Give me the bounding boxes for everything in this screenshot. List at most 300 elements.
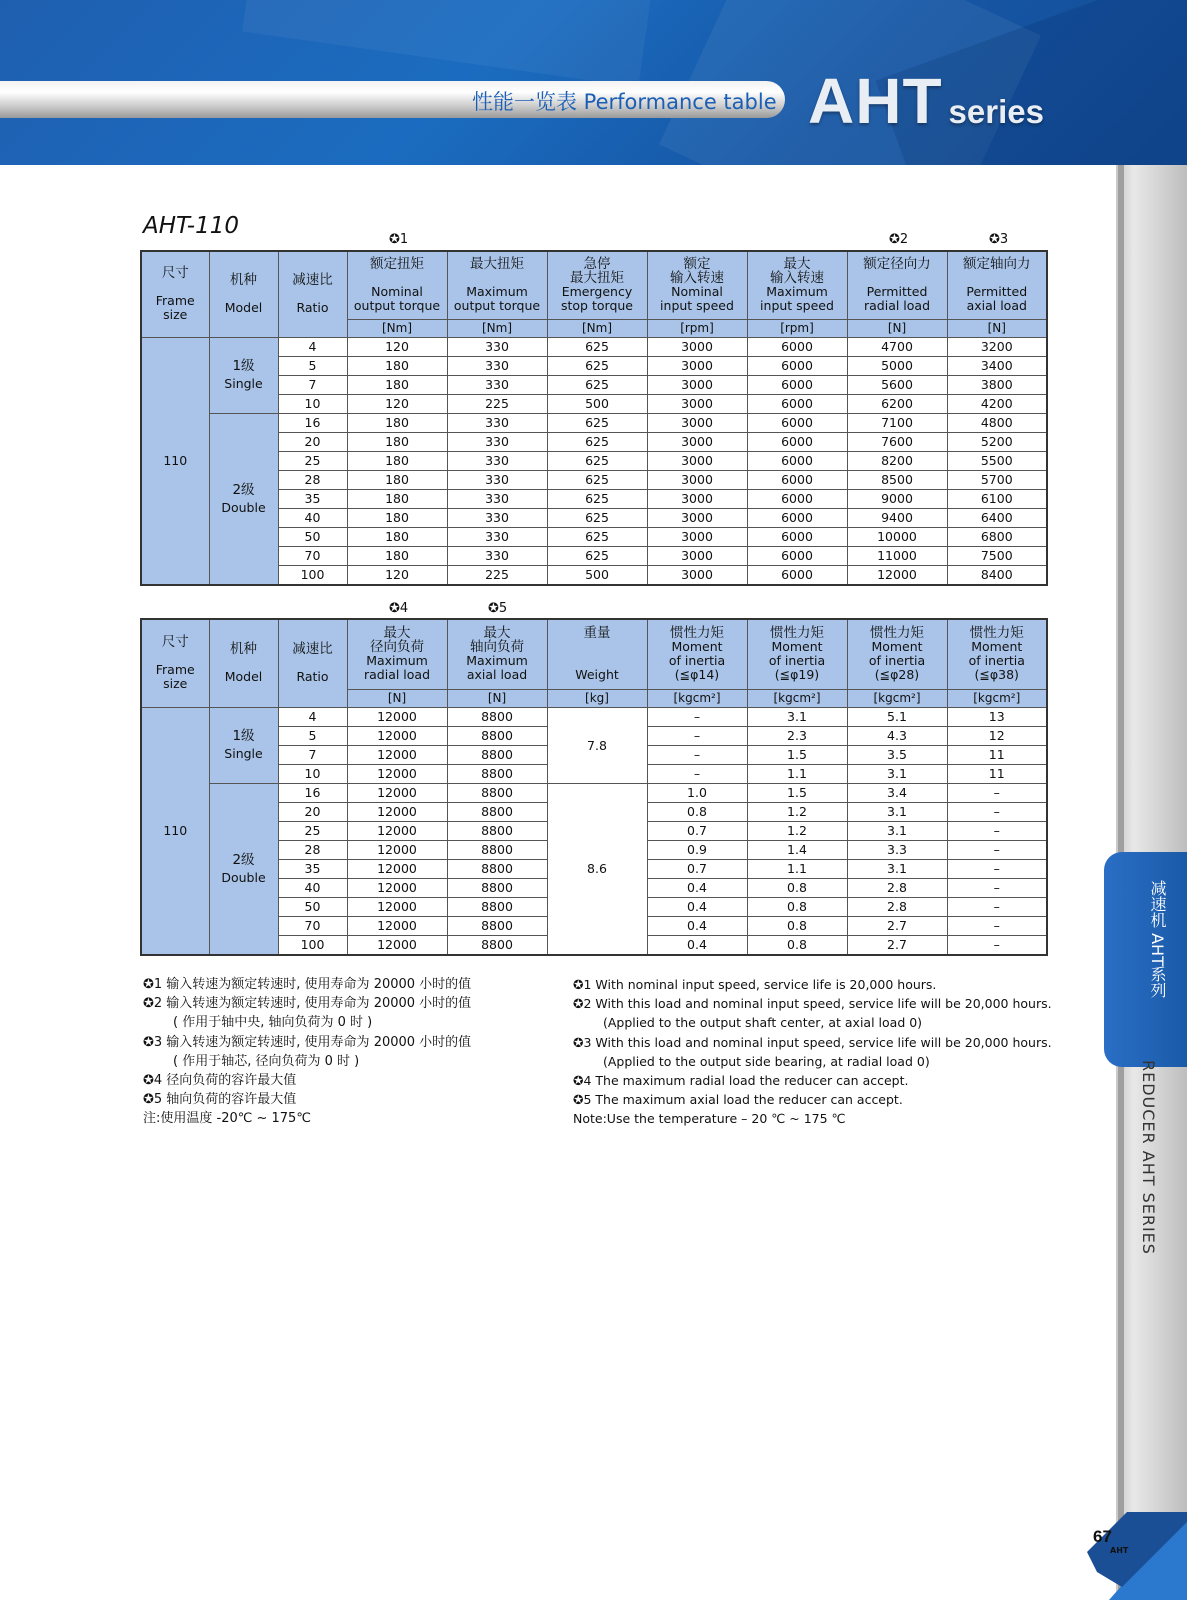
header-model — [209, 251, 278, 337]
table-cell: 330 — [447, 356, 547, 375]
table-cell: 3.3 — [847, 840, 947, 859]
table-cell: 625 — [547, 375, 647, 394]
page-number-sub: AHT — [1110, 1546, 1129, 1555]
table-cell: 625 — [547, 413, 647, 432]
table-cell: 8800 — [447, 859, 547, 878]
unit-cell: [N] — [447, 689, 547, 707]
table-cell: 330 — [447, 470, 547, 489]
table-cell: 0.8 — [747, 878, 847, 897]
table-cell: 12 — [947, 726, 1047, 745]
header-text: 尺寸 — [161, 634, 189, 651]
model-title: AHT-110 — [143, 213, 239, 239]
header-maximum-output-torque — [447, 251, 547, 319]
header-text: Ratio — [296, 300, 329, 316]
table-cell: – — [947, 859, 1047, 878]
table-cell: 8800 — [447, 916, 547, 935]
table-cell: 4200 — [947, 394, 1047, 413]
table-cell: 12000 — [347, 935, 447, 955]
table-cell: – — [647, 707, 747, 726]
header-text: input speed — [660, 298, 734, 314]
table-cell: 1.5 — [747, 783, 847, 802]
table-cell: 225 — [447, 565, 547, 585]
table-cell: 3000 — [647, 432, 747, 451]
table-cell: 8800 — [447, 745, 547, 764]
table-cell: 2.8 — [847, 897, 947, 916]
unit-cell: [Nm] — [347, 319, 447, 337]
table-cell: 2.8 — [847, 878, 947, 897]
header-text: of inertia — [968, 653, 1025, 669]
header-text: Single — [224, 376, 263, 391]
note-line: (Applied to the output side bearing, at radial load 0) — [603, 1053, 930, 1069]
table-cell: 180 — [347, 470, 447, 489]
weight-double-cell: 8.6 — [547, 783, 647, 955]
header-text: radial load — [363, 667, 431, 683]
table-cell: 0.7 — [647, 821, 747, 840]
header-text: 惯性力矩 — [770, 625, 824, 642]
table-cell: 3.4 — [847, 783, 947, 802]
table-cell: 225 — [447, 394, 547, 413]
table-cell: 4700 — [847, 337, 947, 356]
header-ratio — [278, 619, 347, 707]
table-cell: 3.1 — [847, 821, 947, 840]
table-cell: 12000 — [347, 783, 447, 802]
table-cell: 6200 — [847, 394, 947, 413]
model-double-cell — [209, 413, 278, 585]
header-text: (≦φ38) — [974, 667, 1019, 683]
header-text: 1级 — [232, 358, 255, 374]
unit-cell: [rpm] — [747, 319, 847, 337]
note-line: ( 作用于轴中央, 轴向负荷为 0 时 ) — [173, 1015, 373, 1031]
table-cell: 180 — [347, 508, 447, 527]
table-cell: 8800 — [447, 840, 547, 859]
header-frame-size — [141, 619, 209, 707]
header-maximum-radial-load — [347, 619, 447, 689]
header-text: 惯性力矩 — [670, 625, 724, 642]
note-line: ✪2 输入转速为额定转速时, 使用寿命为 20000 小时的值 — [143, 996, 472, 1012]
table-cell: 6000 — [747, 546, 847, 565]
table-cell: 25 — [278, 821, 347, 840]
table-cell: 1.1 — [747, 764, 847, 783]
header-text: Weight — [575, 667, 619, 683]
table-cell: 330 — [447, 546, 547, 565]
table-cell: 8800 — [447, 764, 547, 783]
table-cell: 120 — [347, 565, 447, 585]
table-cell: 8400 — [947, 565, 1047, 585]
table-cell: 180 — [347, 413, 447, 432]
table-cell: 180 — [347, 375, 447, 394]
table-cell: 3000 — [647, 451, 747, 470]
table-cell: 6000 — [747, 508, 847, 527]
header-text: 额定轴向力 — [963, 256, 1031, 273]
table-cell: 3.1 — [847, 764, 947, 783]
table-cell: 8800 — [447, 878, 547, 897]
table-cell: 16 — [278, 413, 347, 432]
table-cell: 3000 — [647, 394, 747, 413]
frame-size-cell: 110 — [141, 337, 209, 585]
table-cell: 8800 — [447, 897, 547, 916]
table-cell: 3000 — [647, 413, 747, 432]
table-cell: – — [647, 726, 747, 745]
header-text: Double — [221, 869, 266, 885]
header-ratio — [278, 251, 347, 337]
table-cell: 180 — [347, 546, 447, 565]
header-text: 减速比 — [292, 272, 333, 289]
table-cell: 3.1 — [847, 859, 947, 878]
unit-cell: [kgcm²] — [947, 689, 1047, 707]
table-cell: 330 — [447, 489, 547, 508]
table-row — [141, 337, 1047, 356]
table-cell: 7500 — [947, 546, 1047, 565]
header-text: output torque — [453, 298, 541, 314]
table-cell: 0.4 — [647, 878, 747, 897]
table-cell: 35 — [278, 489, 347, 508]
header-text: 径向负荷 — [370, 639, 424, 656]
table-cell: 12000 — [347, 897, 447, 916]
header-text: input speed — [760, 298, 834, 314]
unit-cell: [kgcm²] — [647, 689, 747, 707]
table-cell: 2.7 — [847, 916, 947, 935]
header-text: Maximum — [466, 653, 528, 669]
header-text: Permitted — [966, 284, 1028, 300]
header-text: output torque — [353, 298, 441, 314]
table-cell: 180 — [347, 356, 447, 375]
table-cell: 330 — [447, 508, 547, 527]
table-cell: 6000 — [747, 470, 847, 489]
note-line: ( 作用于轴芯, 径向负荷为 0 时 ) — [173, 1053, 360, 1069]
header-permitted-axial-load — [947, 251, 1047, 319]
header-text: 重量 — [583, 625, 611, 642]
table-cell: 28 — [278, 470, 347, 489]
table-cell: 5.1 — [847, 707, 947, 726]
header-text: 2级 — [232, 481, 255, 498]
table-cell: 8200 — [847, 451, 947, 470]
table-cell: 3000 — [647, 356, 747, 375]
footnote-mark: ✪4 — [389, 601, 409, 616]
footnote-mark: ✪2 — [889, 232, 909, 247]
table-cell: 100 — [278, 935, 347, 955]
header-text: Model — [224, 669, 263, 685]
header-text: 额定扭矩 — [370, 256, 424, 273]
header-text: 惯性力矩 — [870, 625, 924, 642]
header-text: 最大 — [783, 256, 811, 273]
table-cell: 2.7 — [847, 935, 947, 955]
table-cell: 12000 — [847, 565, 947, 585]
table-cell: 7 — [278, 375, 347, 394]
table-cell: 0.4 — [647, 897, 747, 916]
note-line: Note:Use the temperature – 20 ℃ ~ 175 ℃ — [573, 1111, 846, 1127]
note-line: 注:使用温度 -20℃ ~ 175℃ — [143, 1111, 311, 1127]
notes-chinese — [143, 975, 471, 1129]
performance-table-2 — [140, 618, 1048, 956]
table-cell: 330 — [447, 337, 547, 356]
header-text: 尺寸 — [161, 265, 189, 282]
unit-cell: [N] — [847, 319, 947, 337]
table-cell: 7 — [278, 745, 347, 764]
unit-cell: [rpm] — [647, 319, 747, 337]
unit-cell: [kgcm²] — [747, 689, 847, 707]
header-text: 额定 — [683, 256, 711, 273]
table-cell: 3000 — [647, 527, 747, 546]
table-cell: 6100 — [947, 489, 1047, 508]
table-row — [141, 783, 1047, 802]
header-text: 1级 — [232, 728, 255, 744]
table-cell: 4.3 — [847, 726, 947, 745]
table-cell: 16 — [278, 783, 347, 802]
table-cell: 625 — [547, 432, 647, 451]
header-text: 最大扭矩 — [470, 256, 524, 273]
table-cell: 330 — [447, 413, 547, 432]
header-text: (≦φ28) — [874, 667, 920, 683]
table-cell: 70 — [278, 916, 347, 935]
table-cell: 5 — [278, 356, 347, 375]
header-nominal-output-torque — [347, 251, 447, 319]
note-line: ✪4 径向负荷的容许最大值 — [143, 1072, 297, 1088]
table-cell: 0.4 — [647, 916, 747, 935]
header-text: 机种 — [230, 272, 257, 289]
table-cell: 6000 — [747, 432, 847, 451]
header-moment-of-inertia-14 — [647, 619, 747, 689]
header-text: axial load — [466, 667, 528, 683]
table-cell: 10 — [278, 764, 347, 783]
table-cell: 1.5 — [747, 745, 847, 764]
table-cell: 1.4 — [747, 840, 847, 859]
table-cell: 12000 — [347, 840, 447, 859]
header-text: of inertia — [768, 653, 826, 669]
header-text: Maximum — [766, 284, 828, 300]
note-line: ✪5 The maximum axial load the reducer can accept. — [573, 1092, 903, 1108]
table-cell: 11000 — [847, 546, 947, 565]
header-frame-size — [141, 251, 209, 337]
header-maximum-input-speed — [747, 251, 847, 319]
table-cell: 6800 — [947, 527, 1047, 546]
footnote-mark: ✪5 — [488, 601, 508, 616]
header-text: (≦φ19) — [774, 667, 820, 683]
unit-cell: [kg] — [547, 689, 647, 707]
table-cell: 6000 — [747, 489, 847, 508]
table-cell: 500 — [547, 565, 647, 585]
table-cell: 6000 — [747, 375, 847, 394]
table-cell: 3.5 — [847, 745, 947, 764]
table-cell: 0.8 — [747, 897, 847, 916]
table-cell: 625 — [547, 489, 647, 508]
table-cell: 330 — [447, 432, 547, 451]
model-single-cell — [209, 707, 278, 783]
note-line: ✪1 输入转速为额定转速时, 使用寿命为 20000 小时的值 — [143, 977, 472, 992]
header-text: Single — [224, 746, 263, 761]
header-text: 轴向负荷 — [470, 639, 524, 656]
performance-table-1 — [140, 250, 1048, 586]
table-cell: 0.4 — [647, 935, 747, 955]
note-line: ✪2 With this load and nominal input speed, service life will be 20,000 hours. — [573, 996, 1052, 1012]
table-cell: 625 — [547, 546, 647, 565]
header-nominal-input-speed — [647, 251, 747, 319]
table-cell: 9400 — [847, 508, 947, 527]
table-cell: 12000 — [347, 707, 447, 726]
header-text: Nominal — [371, 284, 423, 300]
table-cell: 5600 — [847, 375, 947, 394]
table-cell: 11 — [947, 764, 1047, 783]
header-text: Moment — [771, 639, 823, 655]
header-text: 机种 — [230, 641, 257, 658]
table-cell: 9000 — [847, 489, 947, 508]
header-text: Maximum — [366, 653, 428, 669]
table-cell: 6000 — [747, 451, 847, 470]
table-cell: 3000 — [647, 565, 747, 585]
unit-cell: [Nm] — [547, 319, 647, 337]
table-cell: 3000 — [647, 375, 747, 394]
table-cell: 6000 — [747, 394, 847, 413]
table-cell: 3000 — [647, 489, 747, 508]
table-cell: 8800 — [447, 726, 547, 745]
note-line: ✪5 轴向负荷的容许最大值 — [143, 1092, 297, 1108]
table-cell: 180 — [347, 451, 447, 470]
header-text: 额定径向力 — [863, 256, 931, 273]
header-weight — [547, 619, 647, 689]
table-cell: 500 — [547, 394, 647, 413]
table-cell: – — [947, 897, 1047, 916]
header-text: Maximum — [466, 284, 528, 300]
table-cell: – — [947, 878, 1047, 897]
note-line: ✪3 输入转速为额定转速时, 使用寿命为 20000 小时的值 — [143, 1034, 472, 1050]
table-cell: 20 — [278, 802, 347, 821]
header-text: Model — [224, 300, 263, 316]
footnote-mark: ✪3 — [989, 232, 1009, 247]
table-cell: 3400 — [947, 356, 1047, 375]
table-cell: 625 — [547, 337, 647, 356]
table-cell: 5200 — [947, 432, 1047, 451]
table-cell: 1.1 — [747, 859, 847, 878]
header-maximum-axial-load — [447, 619, 547, 689]
table-cell: – — [947, 916, 1047, 935]
table-cell: 0.8 — [747, 916, 847, 935]
table-cell: 3000 — [647, 470, 747, 489]
brand-sub: series — [948, 93, 1044, 130]
table-cell: 120 — [347, 337, 447, 356]
table-cell: 40 — [278, 508, 347, 527]
brand-logo — [808, 64, 1044, 138]
table-cell: 0.8 — [647, 802, 747, 821]
table-cell: 4 — [278, 337, 347, 356]
table-cell: 1.2 — [747, 802, 847, 821]
table-cell: 6000 — [747, 337, 847, 356]
table-cell: 40 — [278, 878, 347, 897]
table-cell: 6000 — [747, 356, 847, 375]
header-text: 最大扭矩 — [570, 270, 624, 287]
table-cell: 625 — [547, 508, 647, 527]
unit-cell: [N] — [947, 319, 1047, 337]
table-cell: 0.8 — [747, 935, 847, 955]
footnote-mark: ✪1 — [389, 232, 409, 247]
header-text: Emergency — [561, 284, 633, 300]
table-cell: 25 — [278, 451, 347, 470]
header-text: Moment — [971, 639, 1023, 655]
header-text: Double — [221, 499, 266, 515]
table-cell: 8800 — [447, 707, 547, 726]
table-cell: 11 — [947, 745, 1047, 764]
table-cell: 8800 — [447, 802, 547, 821]
table-cell: 8800 — [447, 821, 547, 840]
table-cell: 12000 — [347, 821, 447, 840]
table-cell: – — [947, 821, 1047, 840]
table-cell: 3800 — [947, 375, 1047, 394]
table-cell: 2.3 — [747, 726, 847, 745]
header-text: Moment — [671, 639, 723, 655]
header-text: 2级 — [232, 851, 255, 868]
header-text: axial load — [966, 298, 1027, 314]
table-row — [141, 413, 1047, 432]
series-label: REDUCER AHT SERIES — [1139, 1060, 1158, 1255]
table-cell: 6000 — [747, 565, 847, 585]
table-row — [141, 707, 1047, 726]
table-cell: 7600 — [847, 432, 947, 451]
table-cell: 180 — [347, 432, 447, 451]
header-text: 减速比 — [292, 641, 333, 658]
table-cell: 5500 — [947, 451, 1047, 470]
section-tab-label: 减速机 AHT系列 — [1148, 880, 1167, 998]
header-text: radial load — [863, 298, 931, 314]
table-cell: – — [947, 802, 1047, 821]
table-cell: 3.1 — [747, 707, 847, 726]
header-text: Frame size — [155, 293, 195, 323]
header-text: Moment — [871, 639, 923, 655]
header-text: 最大 — [483, 625, 511, 642]
table-cell: 8800 — [447, 783, 547, 802]
table-cell: 330 — [447, 375, 547, 394]
table-cell: 625 — [547, 356, 647, 375]
header-text: stop torque — [561, 298, 633, 314]
table-cell: 10 — [278, 394, 347, 413]
table-cell: 7100 — [847, 413, 947, 432]
header-text: 急停 — [583, 256, 611, 273]
table-cell: 3.1 — [847, 802, 947, 821]
unit-cell: [kgcm²] — [847, 689, 947, 707]
table-cell: 12000 — [347, 802, 447, 821]
table-cell: 3000 — [647, 337, 747, 356]
table-cell: 13 — [947, 707, 1047, 726]
table-cell: 20 — [278, 432, 347, 451]
table-cell: – — [947, 783, 1047, 802]
weight-single-cell: 7.8 — [547, 707, 647, 783]
header-text: 输入转速 — [770, 270, 824, 287]
table-cell: 0.7 — [647, 859, 747, 878]
header-text: 惯性力矩 — [969, 625, 1024, 642]
table-cell: 330 — [447, 451, 547, 470]
table-cell: 10000 — [847, 527, 947, 546]
table-cell: 625 — [547, 451, 647, 470]
table-cell: 6000 — [747, 413, 847, 432]
table-cell: 3200 — [947, 337, 1047, 356]
table-cell: 35 — [278, 859, 347, 878]
table-cell: 180 — [347, 527, 447, 546]
header-text: (≦φ14) — [674, 667, 720, 683]
table-cell: 50 — [278, 527, 347, 546]
table-cell: 5 — [278, 726, 347, 745]
table-cell: 0.9 — [647, 840, 747, 859]
table-cell: 4 — [278, 707, 347, 726]
table-cell: 5700 — [947, 470, 1047, 489]
table-cell: – — [947, 840, 1047, 859]
table-cell: 12000 — [347, 878, 447, 897]
table-cell: 6000 — [747, 527, 847, 546]
header-moment-of-inertia-19 — [747, 619, 847, 689]
note-line: ✪3 With this load and nominal input speed, service life will be 20,000 hours. — [573, 1034, 1052, 1050]
table-cell: 8500 — [847, 470, 947, 489]
header-text: of inertia — [668, 653, 726, 669]
table-cell: 6400 — [947, 508, 1047, 527]
table-cell: 12000 — [347, 726, 447, 745]
header-text: Frame size — [155, 662, 195, 692]
header-text: Permitted — [866, 284, 928, 300]
